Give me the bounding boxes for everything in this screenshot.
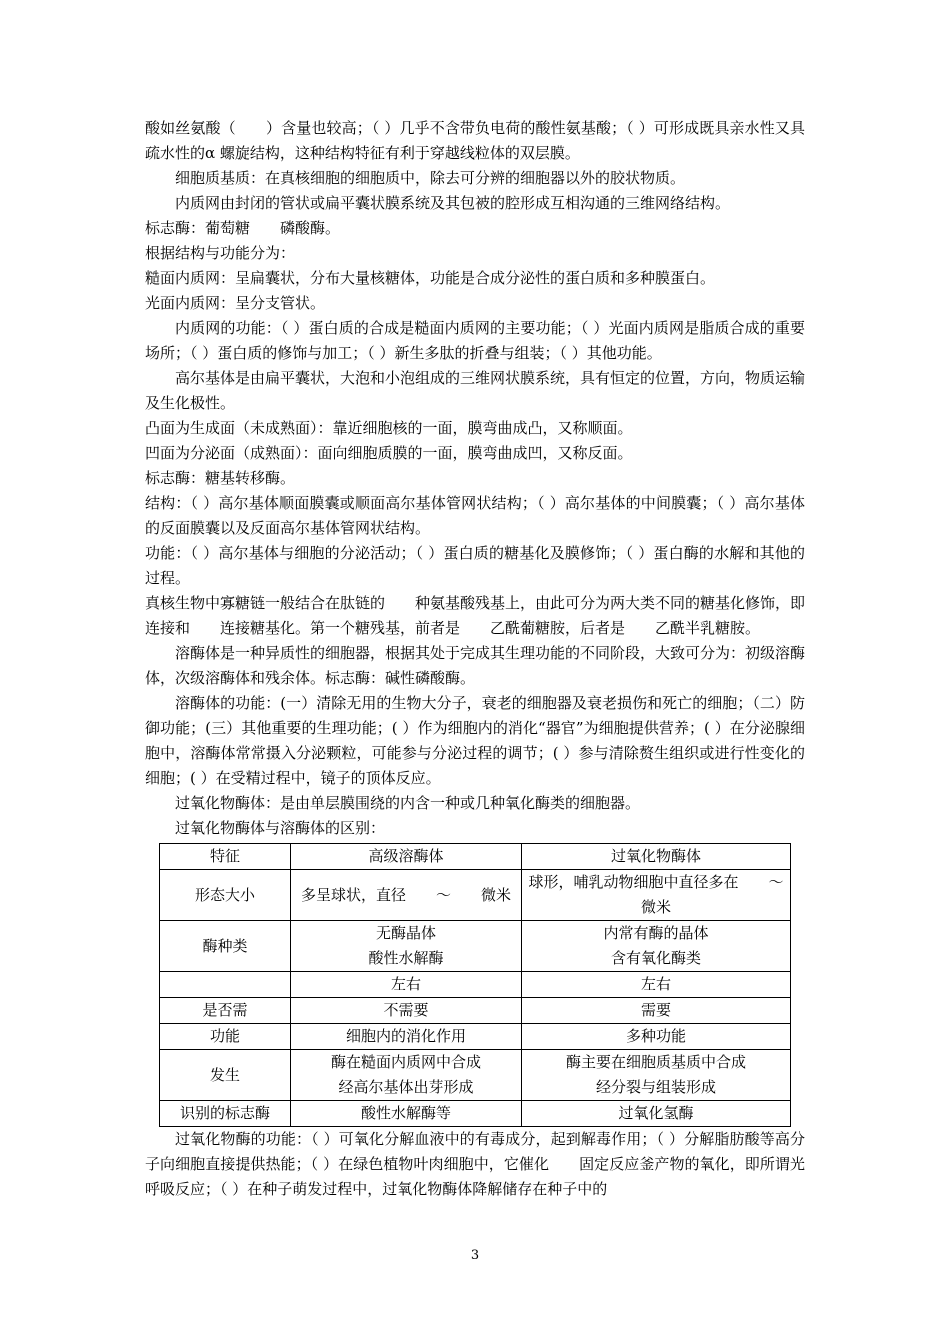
page-content — [145, 116, 836, 1202]
paragraph: 高尔基体是由扁平囊状，大泡和小泡组成的三维网状膜系统，具有恒定的位置，方向，物质运输及生化极性。 — [145, 369, 806, 412]
table-header-cell: 高级溶酶体 — [291, 844, 522, 870]
paragraph: 光面内质网：呈分支管状。 — [145, 294, 326, 312]
table-cell: 多种功能 — [522, 1024, 791, 1050]
comparison-table — [159, 843, 814, 1127]
table-cell: 形态大小 — [160, 870, 291, 921]
table-cell: 是否需 — [160, 998, 291, 1024]
table-row — [160, 921, 791, 972]
table-header-cell: 特征 — [160, 844, 291, 870]
table-row — [160, 870, 791, 921]
table-body — [160, 870, 814, 1127]
paragraph: 功能：（ ）高尔基体与细胞的分泌活动；（ ）蛋白质的糖基化及膜修饰；（ ）蛋白酶的水解和其他的过程。 — [145, 544, 805, 587]
table-cell: 内常有酶的晶体 含有氧化酶类 — [522, 921, 791, 972]
paragraph: 内质网由封闭的管状或扁平囊状膜系统及其包被的腔形成互相沟通的三维网络结构。 — [175, 194, 731, 212]
table-cell: 酶主要在细胞质基质中合成 经分裂与组装形成 — [522, 1050, 791, 1101]
table-cell: 细胞内的消化作用 — [291, 1024, 522, 1050]
paragraph: 过氧化物酶的功能：（ ）可氧化分解血液中的有毒成分，起到解毒作用；（ ）分解脂肪酸等高分子向细胞直接提供热能；（ ）在绿色植物叶肉细胞中，它催化 固定反应釜产物的氧化，即所谓光呼吸反应；（ ）在种子萌发过程中，过氧化物酶体降解储存在种子中的 — [145, 1130, 805, 1198]
table-cell: 不需要 — [291, 998, 522, 1024]
paragraph: 酸如丝氨酸（ ）含量也较高；（ ）几乎不含带负电荷的酸性氨基酸；（ ）可形成既具亲水性又具疏水性的α 螺旋结构，这种结构特征有利于穿越线粒体的双层膜。 — [145, 119, 805, 162]
table-row — [160, 998, 791, 1024]
table-header-row — [160, 844, 791, 870]
table-cell: 酶在糙面内质网中合成 经高尔基体出芽形成 — [291, 1050, 522, 1101]
paragraph: 凸面为生成面（未成熟面）：靠近细胞核的一面，膜弯曲成凸，又称顺面。 — [145, 419, 633, 437]
body-paragraphs — [145, 116, 836, 841]
paragraph: 溶酶体是一种异质性的细胞器，根据其处于完成其生理功能的不同阶段，大致可分为：初级溶酶体，次级溶酶体和残余体。标志酶：碱性磷酸酶。 — [145, 644, 806, 687]
table-cell: 功能 — [160, 1024, 291, 1050]
table-row — [160, 1050, 791, 1101]
table-cell: 无酶晶体 酸性水解酶 — [291, 921, 522, 972]
table-cell: 左右 — [522, 972, 791, 998]
table-cell: 酸性水解酶等 — [291, 1101, 522, 1127]
paragraph: 溶酶体的功能：(一）清除无用的生物大分子，衰老的细胞器及衰老损伤和死亡的细胞；（二）防御功能；(三）其他重要的生理功能；( ）作为细胞内的消化“器官”为细胞提供营养；( ）在分泌腺细胞中，溶酶体常常摄入分泌颗粒，可能参与分泌过程的调节；( ）参与清除赘生组织或进行性变化的细胞；( ）在受精过程中，镜子的顶体反应。 — [145, 694, 805, 787]
table-row — [160, 1024, 791, 1050]
trailing-paragraphs — [145, 1127, 805, 1202]
paragraph: 细胞质基质：在真核细胞的细胞质中，除去可分辨的细胞器以外的胶状物质。 — [175, 169, 686, 187]
table-cell: 左右 — [291, 972, 522, 998]
table-cell: 球形，哺乳动物细胞中直径多在 ～ 微米 — [522, 870, 791, 921]
table-cell: 多呈球状，直径 ～ 微米 — [291, 870, 522, 921]
table-row — [160, 972, 791, 998]
paragraph: 标志酶：葡萄糖 磷酸酶。 — [145, 219, 341, 237]
paragraph: 真核生物中寡糖链一般结合在肽链的 种氨基酸残基上，由此可分为两大类不同的糖基化修饰，即 连接和 连接糖基化。第一个糖残基，前者是 乙酰葡糖胺，后者是 乙酰半乳糖胺。 — [145, 594, 836, 637]
table-cell: 酶种类 — [160, 921, 291, 972]
table-header-cell: 过氧化物酶体 — [522, 844, 791, 870]
page-number: 3 — [470, 1248, 480, 1263]
table-cell: 识别的标志酶 — [160, 1101, 291, 1127]
paragraph: 结构：（ ）高尔基体顺面膜囊或顺面高尔基体管网状结构；（ ）高尔基体的中间膜囊；（ ）高尔基体的反面膜囊以及反面高尔基体管网状结构。 — [145, 494, 805, 537]
paragraph: 过氧化物酶体：是由单层膜围绕的内含一种或几种氧化酶类的细胞器。 — [175, 794, 641, 812]
paragraph: 凹面为分泌面（成熟面）：面向细胞质膜的一面，膜弯曲成凹，又称反面。 — [145, 444, 633, 462]
paragraph: 标志酶：糖基转移酶。 — [145, 469, 296, 487]
table-cell — [160, 972, 291, 998]
table-cell: 过氧化氢酶 — [522, 1101, 791, 1127]
table-cell: 发生 — [160, 1050, 291, 1101]
table-cell: 需要 — [522, 998, 791, 1024]
paragraph: 内质网的功能：（ ）蛋白质的合成是糙面内质网的主要功能；（ ）光面内质网是脂质合成的重要场所；（ ）蛋白质的修饰与加工；（ ）新生多肽的折叠与组装；（ ）其他功能。 — [145, 319, 805, 362]
table-row — [160, 1101, 791, 1127]
paragraph: 糙面内质网：呈扁囊状，分布大量核糖体，功能是合成分泌性的蛋白质和多种膜蛋白。 — [145, 269, 716, 287]
paragraph: 根据结构与功能分为： — [145, 244, 296, 262]
paragraph: 过氧化物酶体与溶酶体的区别： — [175, 819, 386, 837]
